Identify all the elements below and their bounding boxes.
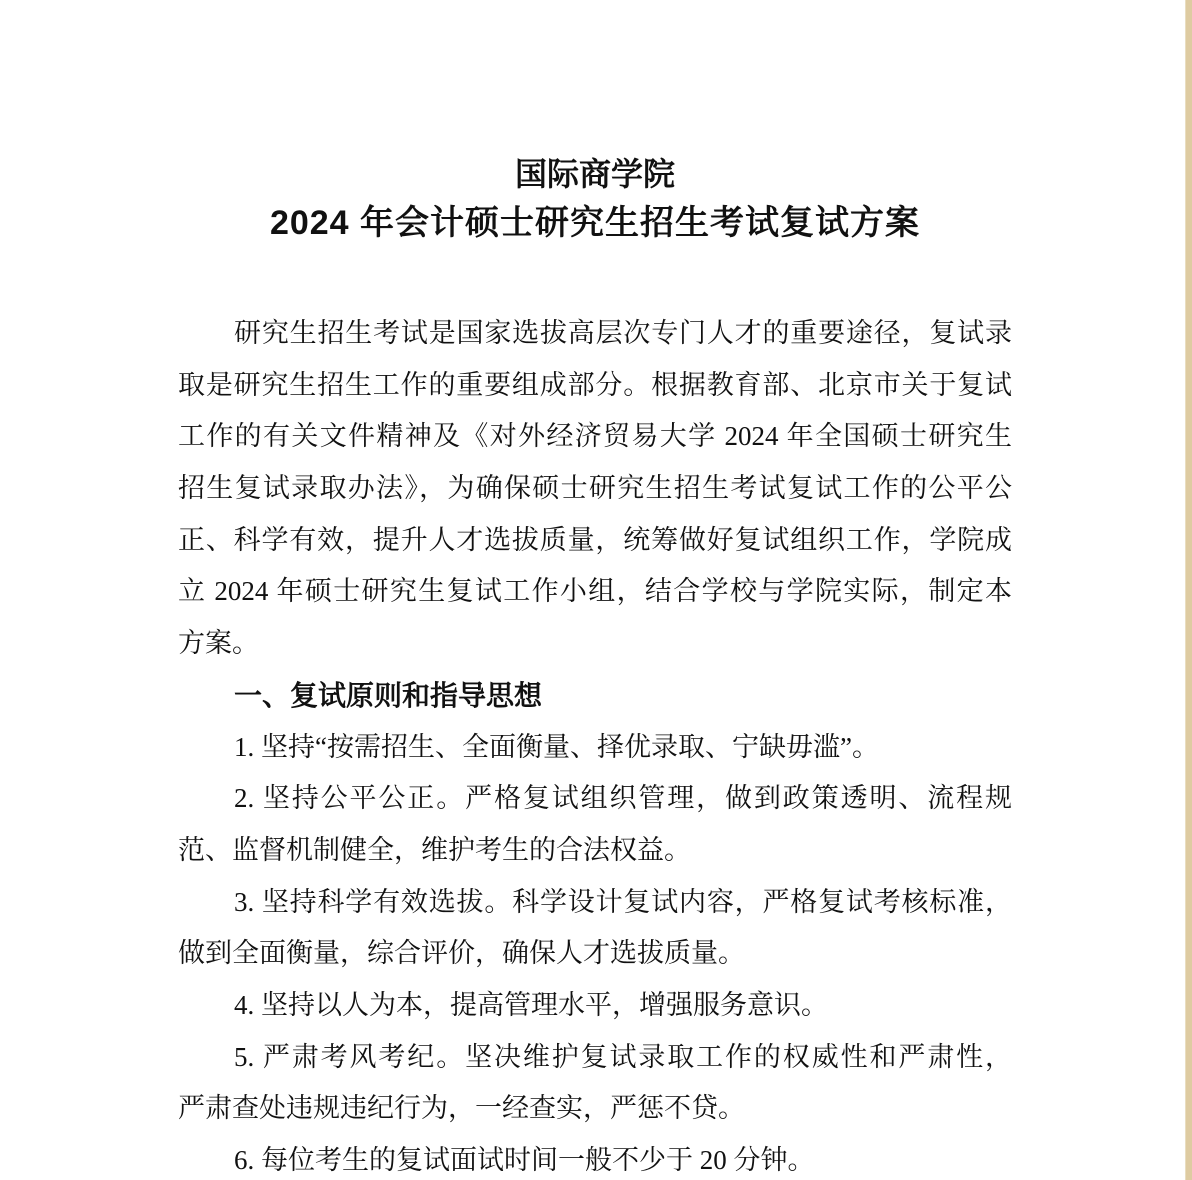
paragraph-line: 招生复试录取办法》，为确保硕士研究生招生考试复试工作的公平公: [178, 473, 1012, 504]
list-item-line: 2. 坚持公平公正。严格复试组织管理，做到政策透明、流程规: [234, 783, 1012, 814]
list-item-line: 5. 严肃考风考纪。坚决维护复试录取工作的权威性和严肃性，: [234, 1041, 1012, 1072]
title-main: 2024 年会计硕士研究生招生考试复试方案: [269, 204, 921, 242]
list-item-line: 3. 坚持科学有效选拔。科学设计复试内容，严格复试考核标准，: [234, 886, 1012, 917]
document-body: [178, 308, 1012, 1180]
list-item-line: 做到全面衡量，综合评价，确保人才选拔质量。: [178, 938, 745, 969]
paragraph-line: 正、科学有效，提升人才选拔质量，统筹做好复试组织工作，学院成: [178, 524, 1012, 555]
paragraph-line: 研究生招生考试是国家选拔高层次专门人才的重要途径，复试录: [234, 318, 1012, 348]
paragraph-line: 方案。: [178, 628, 259, 659]
paragraph-line: 取是研究生招生工作的重要组成部分。根据教育部、北京市关于复试: [178, 369, 1012, 400]
paragraph-line: 工作的有关文件精神及《对外经济贸易大学 2024 年全国硕士研究生: [178, 421, 1012, 452]
section-heading: 一、复试原则和指导思想: [234, 679, 543, 711]
list-item-line: 1. 坚持“按需招生、全面衡量、择优录取、宁缺毋滥”。: [234, 731, 879, 762]
list-item-line: 6. 每位考生的复试面试时间一般不少于 20 分钟。: [234, 1145, 815, 1175]
page-right-edge-strip: [1185, 0, 1192, 1180]
list-item-line: 范、监督机制健全，维护考生的合法权益。: [178, 834, 691, 865]
document-title-block: [178, 150, 1012, 248]
title-organization: 国际商学院: [514, 156, 675, 192]
paragraph-line: 立 2024 年硕士研究生复试工作小组，结合学校与学院实际，制定本: [178, 576, 1012, 607]
document-content: [178, 0, 1012, 1180]
list-item-line: 严肃查处违规违纪行为，一经查实，严惩不贷。: [178, 1093, 745, 1124]
list-item-line: 4. 坚持以人为本，提高管理水平，增强服务意识。: [234, 989, 828, 1020]
